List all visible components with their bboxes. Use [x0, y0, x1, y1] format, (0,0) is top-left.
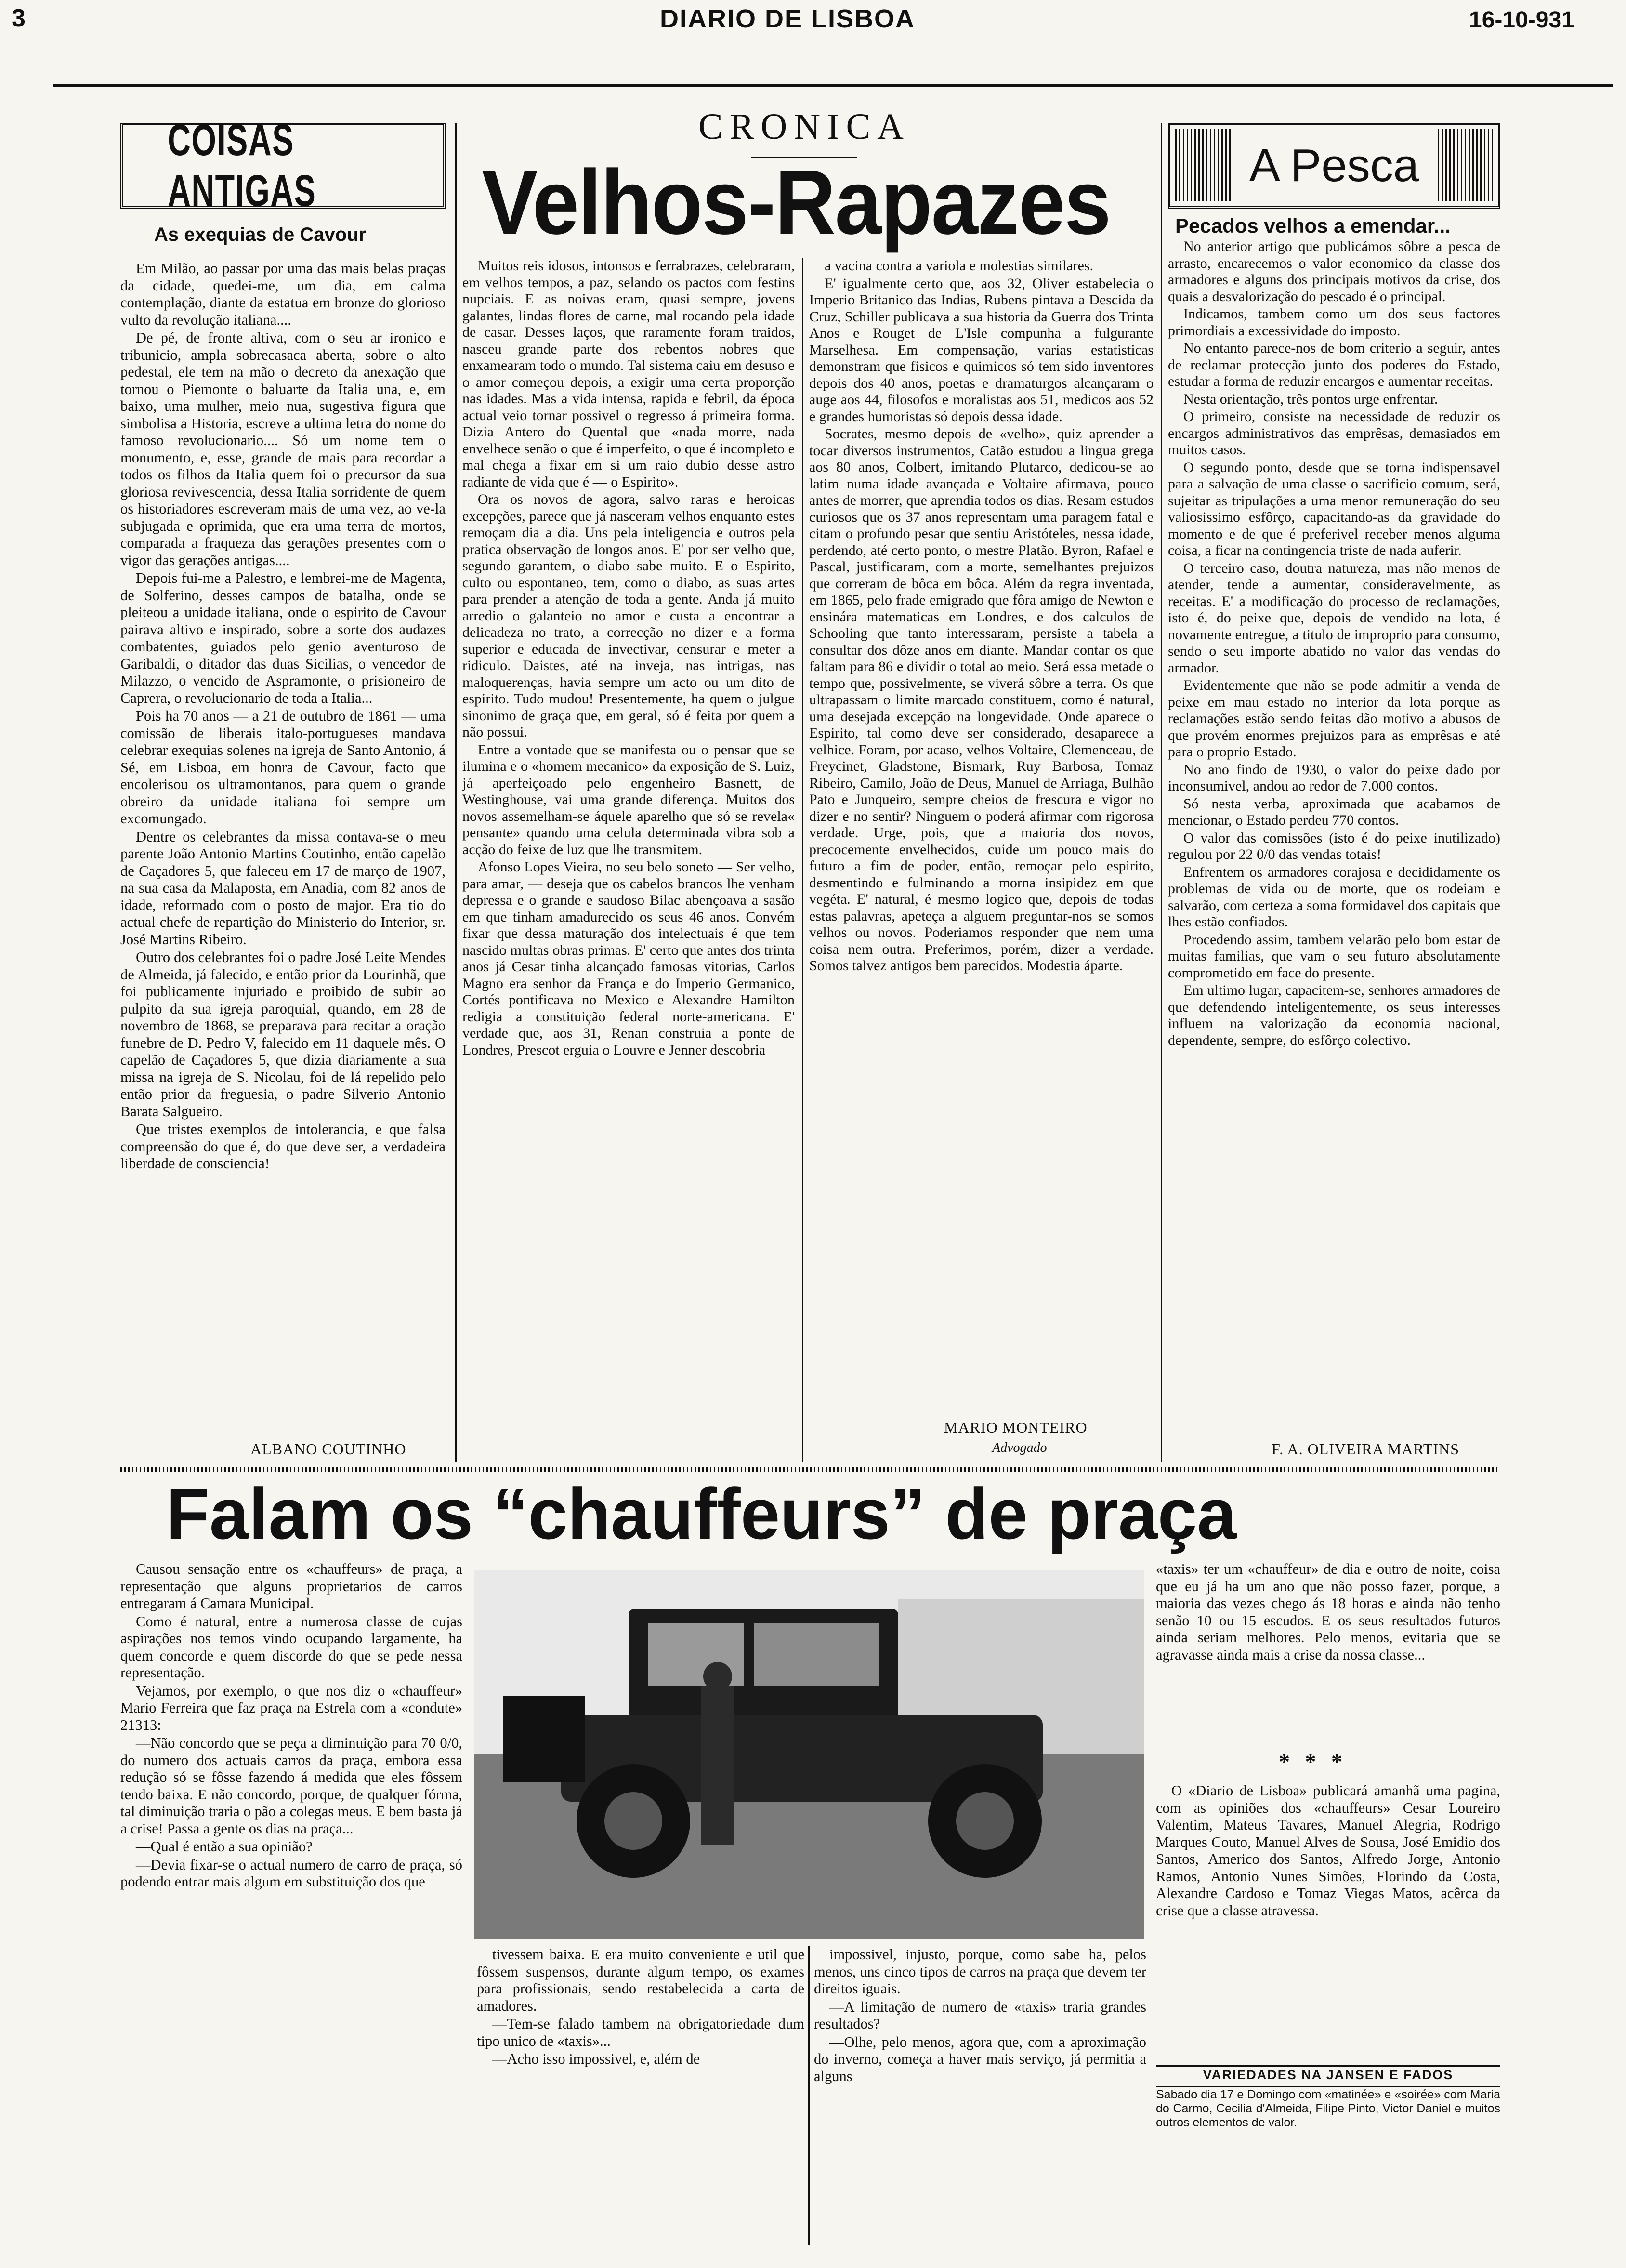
cronica-paragraph: Entre a vontade que se manifesta ou o pensar que se ilumina e o «homem mecanico» da exposição de S. Luiz, já aperfeiçoado pelo engenheiro Basnett, de Westinghouse, vai uma grande diferença. Muitos dos novos assemelham-se áquele aparelho que só se revela« pensante» quando uma celula determinada vibra sob a acção do feixe de luz que lhe transmitem. [462, 741, 795, 857]
a-pesca-paragraph: O valor das comissões (isto é do peixe inutilizado) regulou por 22 0/0 das vendas totais! [1168, 830, 1500, 862]
velhos-rapazes-headline: Velhos-Rapazes [482, 151, 1111, 253]
ad-mid-rule [1156, 2086, 1500, 2087]
a-pesca-paragraph: No anterior artigo que publicámos sôbre a pesca de arrasto, encarecemos o valor economico da classe dos armadores e alguns dos principais motivos da crise, dos quais a desvalorização do pescado é o principal. [1168, 238, 1500, 304]
cronica-paragraph: Muitos reis idosos, intonsos e ferrabrazes, celebraram, em velhos tempos, a paz, selando os pactos com festins nupciais. E as noivas eram, quasi sempre, jovens galantes, lindas flores de carne, mal rocando pela idade de casar. Desses laços, que raramente foram traidos, nasceu grande parte dos rebentos nobres que enxamearam todo o mundo. Tal sistema caiu em desuso e o amor começou depois, a exigir uma certa proporção nas idades. Mas a vida intensa, rapida e febril, da época actual veio tornar possivel o regresso á primeira forma. Dizia Antero do Quental que «nada morre, nada envelhece senão o que é imperfeito, o que é incompleto e mal chega a fixar em si um raio dubio desse astro radiante de vida que é — o Espirito». [462, 258, 795, 490]
section-divider [120, 1467, 1500, 1472]
coisas-antigas-title: COISAS ANTIGAS [168, 116, 316, 215]
a-pesca-paragraph: O segundo ponto, desde que se torna indispensavel para a salvação de uma classe o sacrificio comum, será, sujeitar as tripulações a uma menor remuneração do seu valiosissimo esfôrço, capacitando-as da gravidade do momento e de que é preferivel receber menos alguma coisa, a ficar na contingencia triste de nada auferir. [1168, 459, 1500, 558]
chauffeurs-headline: Falam os “chauffeurs” de praça [166, 1473, 1237, 1554]
cavour-paragraph: De pé, de fronte altiva, com o seu ar ironico e tribunicio, ampla sobrecasaca aberta, sobre o alto pedestal, ele tem na mão o decreto da anexação que tornou o Piemonte o baluarte da Italia una, e, em baixo, uma mulher, meio nua, sugestiva figura que simbolisa a Historia, escreve a ultima letra do nome do famoso revolucionario.... Só um nome tem o monumento, e, esse, grande de mais para recordar a todos os filhos da Italia quem foi o precursor da sua gloriosa revivescencia, dessa Italia sorridente de quem os historiadores escreveram mais de uma vez, ao ve-la subjugada e oprimida, que era uma terra de mortos, comparada a fraqueza das gerações presentes com o vigor das gerações antigas.... [120, 330, 446, 568]
chauffeurs-left-column [120, 1561, 462, 2245]
a-pesca-subtitle: Pecados velhos a emendar... [1175, 214, 1451, 237]
cronica-paragraph: Socrates, mesmo depois de «velho», quiz aprender a tocar diversos instrumentos, Catão estudou a lingua grega aos 80 anos, Colbert, imitando Plutarco, dedicou-se ao latim numa idade avançada e Voltaire afirmava, pouco antes de morrer, que aprendia todos os dias. Resam estudos curiosos que os 37 anos representam uma paragem fatal e citam o profundo pesar que sentiu Aristóteles, nessa idade, perdendo, até certo ponto, o mestre Platão. Byron, Rafael e Pascal, justificaram, com a morte, semelhantes prejuizos que correram de bôca em bôca. Além da regra inventada, em 1865, pelo frade emigrado que fôra amigo de Newton e ensinára matematicas em Londres, e dos calculos de Schooling que tanto interessaram, persiste a tabela a consultar dos dôze anos em diante. Mandar contar os que faltam para 86 e dividir o total ao meio. Será essa metade o tempo que, possivelmente, se viverá sôbre a terra. Os que ultrapassam o limite marcado constituem, como é natural, uma desejada excepção na longevidade. Onde aparece o Espirito, tal como deve ser considerado, desaparece a velhice. Foram, por acaso, velhos Voltaire, Clemenceau, de Freycinet, Gladstone, Bismark, Ruy Barbosa, Tomaz Ribeiro, Camilo, João de Deus, Manuel de Arriaga, Bulhão Pato e Junqueiro, sempre cheios de frescura e vigor no dizer e no sentir? Ninguem o poderá afirmar com rigorosa verdade. Urge, pois, que a maioria dos novos, precocemente envelhecidos, cuide um pouco mais do futuro a fim de poder, então, remoçar pelo espirito, desmentindo e fulminando a morna insipidez em que vegéta. E' natural, é mesmo logico que, depois de todas estas palavras, apeteça a alguem preguntar-nos se somos velhos ou novos. Poderiamos responder que nem uma coisa nem outra. Preferimos, porém, dizer a verdade. Somos talvez antigos bem parecidos. Modestia áparte. [809, 426, 1154, 974]
a-pesca-paragraph: Indicamos, tambem como um dos seus factores primordiais a excessividade do imposto. [1168, 306, 1500, 339]
cronica-kicker: CRONICA [698, 106, 911, 147]
chauffeurs-paragraph: «taxis» ter um «chauffeur» de dia e outro de noite, coisa que eu já ha um ano que não posso fazer, porque, a maioria das vezes chego ás 18 horas e ainda não tenho senão 10 ou 15 escudos. E os seus resultados futuros ainda seriam melhores. Pelo menos, evitaria que se agravasse ainda mais a crise da nossa classe... [1156, 1561, 1500, 1663]
a-pesca-box-stripes-right [1438, 129, 1495, 201]
a-pesca-author: F. A. OLIVEIRA MARTINS [1272, 1440, 1459, 1458]
a-pesca-paragraph: Procedendo assim, tambem velarão pelo bom estar de muitas familias, que vam o seu futuro absolutamente comprometido em face do presente. [1168, 931, 1500, 981]
a-pesca-paragraph: Só nesta verba, aproximada que acabamos de mencionar, o Estado perdeu 770 contos. [1168, 795, 1500, 828]
cronica-paragraph: a vacina contra a variola e molestias similares. [825, 258, 1094, 274]
chauffeurs-paragraph: —A limitação de numero de «taxis» traria grandes resultados? [814, 1998, 1146, 2032]
coisas-antigas-box [120, 116, 446, 215]
newspaper-name: DIARIO DE LISBOA [660, 4, 916, 33]
variedades-ad-text: Sabado dia 17 e Domingo com «matinée» e «soirée» com Maria do Carmo, Cecilia d'Almeida, Filipe Pinto, Victor Daniel e muitos outros elementos de valor. [1156, 2088, 1500, 2129]
cavour-paragraph: Outro dos celebrantes foi o padre José Leite Mendes de Almeida, já falecido, e então prior da Lourinhã, que foi publicamente injuriado e proibido de subir ao pulpito da sua igreja paroquial, quando, em 28 de novembro de 1868, se preparava para recitar a oração funebre de D. Pedro V, falecido em 11 daquele mês. O capelão de Caçadores 5, que dizia diariamente a sua missa na igreja de S. Nicolau, foi de lá repelido pelo então prior da freguesia, o padre Silverio Antonio Barata Salgueiro. [120, 949, 446, 1120]
chauffeurs-paragraph: —Qual é então a sua opinião? [136, 1838, 313, 1855]
chauffeurs-paragraph: —Não concordo que se peça a diminuição para 70 0/0, do numero dos actuais carros da praça, embora essa redução só se fôsse fazendo á medida que eles fôssem tendo baixa. E não concordo, porque, de qualquer fórma, tal diminuição traria o pão a colegas meus. E bem basta já a crise! Passa a gente os dias na praça... [120, 1735, 462, 1837]
chauffeurs-paragraph: tivessem baixa. E era muito conveniente e util que fôssem suspensos, durante algum tempo, os exames para profissionais, sendo restabelecida a carta de amadores. [477, 1946, 804, 2014]
a-pesca-paragraph: No entanto parece-nos de bom criterio a seguir, antes de reclamar protecção junto dos poderes do Estado, estudar a forma de reduzir encargos e aumentar receitas. [1168, 340, 1500, 389]
cronica-paragraph: E' igualmente certo que, aos 32, Oliver estabelecia o Imperio Britanico das Indias, Rubens pintava a Descida da Cruz, Schiller publicava a sua historia da Guerra dos Trinta Anos e Rouget de L'Isle compunha a fulgurante Marselhesa. Em compensação, varias estatisticas demonstram que fisicos e quimicos só tem sido inventores depois dos 40 anos, poetas e dramaturgos alcançaram o auge aos 44, filosofos e moralistas aos 51, medicos aos 52 e grandes humoristas só depois dessa idade. [809, 275, 1154, 424]
cronica-column-a [462, 258, 795, 1448]
cavour-paragraph: Depois fui-me a Palestro, e lembrei-me de Magenta, de Solferino, desses campos de batalha, onde se pleiteou a unidade italiana, onde o espirito de Cavour pairava altivo e inspirado, sobre a sorte dos audazes combatentes, guiados pelo genio aventuroso de Garibaldi, o ditador das duas Sicilias, o vencedor de Milazzo, o vencido de Aspramonte, o prisioneiro de Caprera, o revolucionario de toda a Italia... [120, 570, 446, 706]
variedades-ad-title: VARIEDADES NA JANSEN E FADOS [1203, 2068, 1454, 2082]
chauffeurs-paragraph: —Tem-se falado tambem na obrigatoriedade dum tipo unico de «taxis»... [477, 2016, 804, 2049]
chauffeurs-paragraph: —Devia fixar-se o actual numero de carro de praça, só podendo entrar mais algum em substituição dos que [120, 1856, 462, 1890]
a-pesca-paragraph: No ano findo de 1930, o valor do peixe dado por inconsumivel, andou ao redor de 7.000 contos. [1168, 761, 1500, 794]
a-pesca-article [1168, 238, 1500, 1428]
header-rule [53, 84, 1613, 87]
chauffeurs-paragraph: impossivel, injusto, porque, como sabe ha, pelos menos, uns cinco tipos de carros na praça que devem ter direitos iguais. [814, 1946, 1146, 1997]
bottom-column-rule-1 [808, 1946, 810, 2245]
ad-top-rule [1156, 2065, 1500, 2067]
a-pesca-paragraph: O primeiro, consiste na necessidade de reduzir os encargos administrativos das emprêsas, demasiados em muitos casos. [1168, 409, 1500, 458]
a-pesca-paragraph: O terceiro caso, doutra natureza, mas não menos de atender, tende a aumentar, consideravelmente, as receitas. E' a modificação do processo de reclamações, isto é, do peixe que, depois de vendido na lota, é novamente entregue, a titulo de improprio para consumo, sendo o seu importe abatido no valor das vendas do armador. [1168, 560, 1500, 676]
cavour-paragraph: Pois ha 70 anos — a 21 de outubro de 1861 — uma comissão de liberais italo-portugueses mandava celebrar exequias solenes na igreja de Santo Antonio, á Sé, em Lisboa, em honra de Cavour, facto que encolerisou os ultramontanos, para quem o grande obreiro da unidade italiana foi sempre um excomungado. [120, 708, 446, 827]
diario-announcement [1156, 1782, 1500, 2052]
page-number: 3 [12, 4, 26, 32]
chauffeurs-right-column [1156, 1561, 1500, 1739]
announcement-text: O «Diario de Lisboa» publicará amanhã uma pagina, com as opiniões dos «chauffeurs» Cesar Loureiro Valentim, Mateus Tavares, Manuel Alegria, Rodrigo Marques Couto, Manuel Alves de Sousa, José Emidio dos Santos, Americo dos Santos, Alfredo Jorge, Antonio Ramos, Antonio Nunes Simões, Florindo da Costa, Alexandre Cardoso e Tomaz Viegas Matos, acêrca da crise que a classe atravessa. [1156, 1782, 1500, 1919]
section-stars: * * * [1279, 1749, 1347, 1774]
chauffeurs-middle-column-2 [814, 1946, 1146, 2245]
a-pesca-paragraph: Em ultimo lugar, capacitem-se, senhores armadores de que defendendo inteligentemente, os seus interesses influem na valorização da economia nacional, dependente, sempre, do esfôrço colectivo. [1168, 982, 1500, 1048]
chauffeurs-paragraph: —Acho isso impossivel, e, além de [492, 2051, 700, 2067]
a-pesca-paragraph: Enfrentem os armadores corajosa e decididamente os problemas de vida ou de morte, que os rodeiam e salvarão, com certeza a soma formidavel dos capitais que lhes estão confiados. [1168, 864, 1500, 930]
cronica-paragraph: Afonso Lopes Vieira, no seu belo soneto — Ser velho, para amar, — deseja que os cabelos brancos lhe venham depressa e o grande e saudoso Bilac abençoava a sasão em que tinham amadurecido os seus 46 anos. Convém fixar que dessa maturação dos intelectuais é que tem nascido multas obras primas. E' certo que antes dos trinta anos já Cesar tinha alcançado famosas vitorias, Carlos Magno era senhor da França e do Imperio Germanico, Cortés pontificava no Mexico e Alexandre Hamilton redigia a constituição federal norte-americana. E' verdade que, aos 31, Renan construia a ponte de Londres, Prescot erguia o Louvre e Jenner descobria [462, 859, 795, 1058]
chauffeurs-middle-column-1 [477, 1946, 804, 2245]
taxi-car-image [474, 1570, 1144, 1939]
a-pesca-paragraph: Nesta orientação, três pontos urge enfrentar. [1183, 391, 1438, 407]
a-pesca-title: A Pesca [1249, 140, 1419, 191]
issue-date: 16-10-931 [1469, 7, 1574, 33]
cavour-paragraph: Que tristes exemplos de intolerancia, e que falsa compreensão do que é, do que deve ser, a verdadeira liberdade de consciencia! [120, 1121, 446, 1172]
a-pesca-box-stripes [1175, 129, 1233, 201]
chauffeurs-paragraph: —Olhe, pelo menos, agora que, com a aproximação do inverno, começa a haver mais serviço, já permitia a alguns [814, 2033, 1146, 2084]
chauffeurs-paragraph: Como é natural, entre a numerosa classe de cujas aspirações nos temos vindo ocupando largamente, ha quem concorde e quem discorde do que se pede nessa representação. [120, 1613, 462, 1681]
cavour-article [120, 260, 446, 1426]
column-rule-center [802, 258, 803, 1462]
taxi-photo [474, 1570, 1144, 1939]
cavour-subtitle: As exequias de Cavour [154, 224, 367, 245]
chauffeurs-paragraph: Causou sensação entre os «chauffeurs» de praça, a representação que alguns proprietarios de carros entregaram á Camara Municipal. [120, 1561, 462, 1611]
cronica-author: MARIO MONTEIRO [944, 1419, 1088, 1436]
column-rule-right [1161, 123, 1162, 1462]
cavour-paragraph: Dentre os celebrantes da missa contava-se o meu parente João Antonio Martins Coutinho, então capelão de Caçadores 5, que faleceu em 17 de março de 1907, na sua casa da Malaposta, em Anadia, com 82 anos de idade, reformado com o posto de major. Era tio do actual chefe de repartição do Ministerio do Interior, sr. José Martins Ribeiro. [120, 828, 446, 948]
cavour-paragraph: Em Milão, ao passar por uma das mais belas praças da cidade, quedei-me, um dia, em calma contemplação, diante da estatua em bronze do glorioso vulto da revolução italiana.... [120, 260, 446, 328]
a-pesca-paragraph: Evidentemente que não se pode admitir a venda de peixe em mau estado no interior da lota porque as reclamações estão sendo feitas dão motivo a abusos de que provém enormes prejuizos para as emprêsas e até para o proprio Estado. [1168, 677, 1500, 760]
cronica-author-role: Advogado [992, 1440, 1047, 1455]
cronica-column-b [809, 258, 1154, 1411]
cronica-paragraph: Ora os novos de agora, salvo raras e heroicas excepções, parece que já nasceram velhos enquanto estes remoçam dia a dia. Uns pela inteligencia e outros pela pratica observação de longos anos. E' por ser velho que, segundo garantem, o diabo sabe muito. E o Espirito, culto ou espontaneo, tem, como o diabo, as suas artes para prender a atenção de toda a gente. Anda já muito arredio o galanteio no amor e custa a encontrar a delicadeza no trato, a correcção no dizer e a forma superior e educada de invectivar, censurar e meter a ridiculo. Daistes, até na inveja, nas intrigas, nas maloquerenças, havia sempre um acto ou um dito de espirito. Tudo mudou! Presentemente, ha quem o julgue sinonimo de graça que, em geral, só é feita por quem a não possui. [462, 491, 795, 740]
cavour-author: ALBANO COUTINHO [250, 1440, 406, 1458]
chauffeurs-paragraph: Vejamos, por exemplo, o que nos diz o «chauffeur» Mario Ferreira que faz praça na Estrela com a «condute» 21313: [120, 1682, 462, 1733]
column-rule-left [455, 123, 457, 1462]
